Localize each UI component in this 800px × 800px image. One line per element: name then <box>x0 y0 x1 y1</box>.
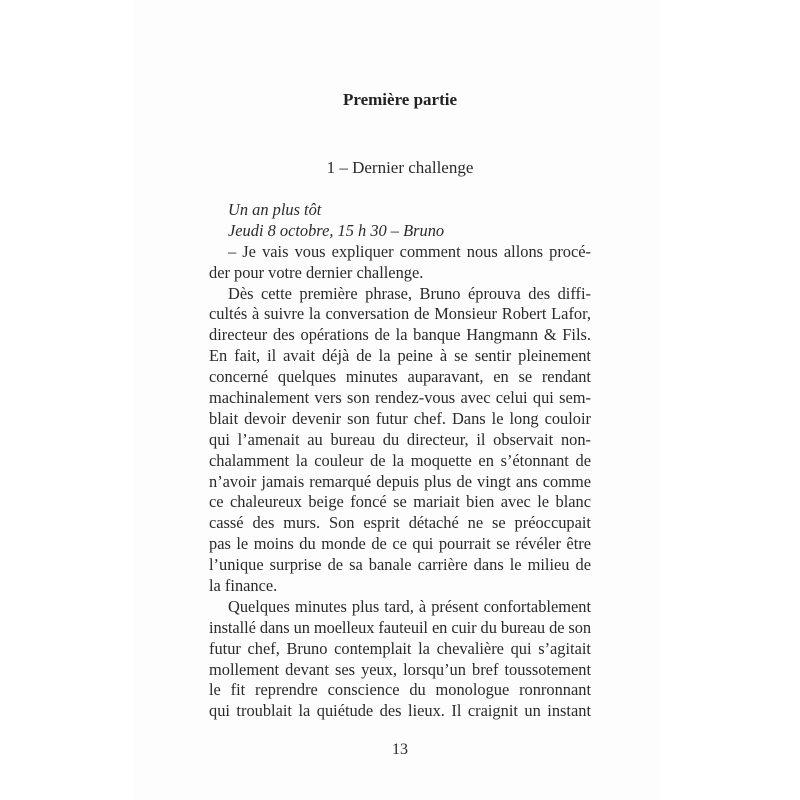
text-line: directeur des opérations de la banque Hangmann & Fils. <box>209 325 591 345</box>
chapter-title: 1 – Dernier challenge <box>326 158 474 177</box>
text-line: concerné quelques minutes auparavant, en se rendant <box>209 367 591 387</box>
text-line: qui troublait la quiétude des lieux. Il craignit un instant <box>209 701 591 721</box>
text-line: Un an plus tôt <box>228 200 322 219</box>
text-line: – Je vais vous expliquer comment nous allons procé- <box>228 241 591 261</box>
text-line: futur chef, Bruno contemplait la chevalière qui s’agitait <box>209 638 591 658</box>
text-line: n’avoir jamais remarqué depuis plus de vingt ans comme <box>209 471 591 491</box>
text-line: blait devoir devenir son futur chef. Dans le long couloir <box>209 408 591 428</box>
text-line: En fait, il avait déjà de la peine à se sentir pleinement <box>209 346 591 366</box>
text-line: le fit reprendre conscience du monologue ronronnant <box>209 680 591 700</box>
text-line: cultés à suivre la conversation de Monsieur Robert Lafor, <box>209 304 591 324</box>
text-line: l’unique surprise de sa banale carrière dans le milieu de <box>209 555 591 575</box>
text-line: pas le moins du monde de ce qui pourrait se révéler être <box>209 534 591 554</box>
page-number: 13 <box>392 741 408 758</box>
body-text <box>209 200 591 722</box>
text-line: Quelques minutes plus tard, à présent confortablement <box>228 596 591 616</box>
text-line: Jeudi 8 octobre, 15 h 30 – Bruno <box>228 220 445 240</box>
text-line: qui l’amenait au bureau du directeur, il observait non- <box>209 429 591 449</box>
text-line: Dès cette première phrase, Bruno éprouva des diffi- <box>228 283 591 303</box>
text-line: chalamment la couleur de la moquette en s’étonnant de <box>209 450 591 470</box>
part-title: Première partie <box>342 90 458 109</box>
text-line: la finance. <box>209 576 278 596</box>
text-line: mollement devant ses yeux, lorsqu’un bref toussotement <box>209 659 591 679</box>
text-line: der pour votre dernier challenge. <box>209 262 424 282</box>
text-line: machinalement vers son rendez-vous avec celui qui sem- <box>209 388 591 408</box>
text-line: installé dans un moelleux fauteuil en cuir du bureau de son <box>209 617 591 637</box>
text-line: ce chaleureux beige foncé se mariait bien avec le blanc <box>209 492 591 512</box>
text-line: cassé des murs. Son esprit détaché ne se préoccupait <box>209 513 591 533</box>
